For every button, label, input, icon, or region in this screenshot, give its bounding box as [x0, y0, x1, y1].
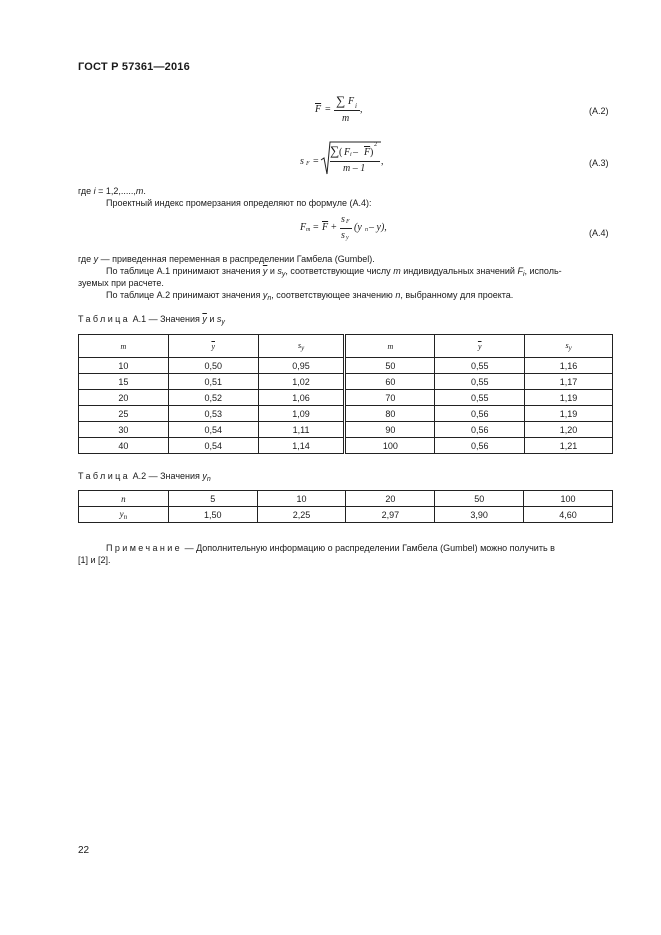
p2-ysub: n — [267, 295, 272, 302]
table1-caption-ssub: y — [221, 319, 225, 326]
p1-y: $\overline{y}$ — [262, 266, 268, 276]
table-a2-row-y — [79, 507, 613, 523]
formula-a3-lhs: s — [300, 156, 304, 167]
table-a1-cell: 30 — [79, 422, 169, 438]
table1-caption-rest: А.1 — Значения — [130, 314, 203, 324]
table-row — [79, 358, 613, 374]
table1-caption-word: Таблица — [78, 314, 131, 324]
note-line1 — [106, 542, 555, 554]
formula-a3-paren-right: ) — [370, 147, 374, 158]
p2-a: По таблице А.2 принимают значения — [106, 290, 263, 300]
table2-caption-rest: А.2 — Значения — [130, 471, 203, 481]
where-y-var: y — [93, 254, 99, 264]
table-a1-cell: 0,56 — [435, 406, 525, 422]
where-y-line — [78, 253, 375, 265]
table-a2-cell: 20 — [346, 491, 435, 507]
table1-caption-y: $\overline{y}$ — [202, 314, 207, 324]
table-a1-cell: 1,06 — [258, 390, 345, 406]
p1-F: F — [517, 266, 523, 276]
formula-a2-number: (А.2) — [589, 106, 609, 116]
table-a1-header-cell: sy — [525, 335, 613, 358]
formula-a4-num: s — [341, 214, 345, 225]
formula-a4-paren: (y — [354, 222, 362, 233]
paragraph-table2 — [106, 289, 513, 305]
table-a1-cell: 0,56 — [435, 438, 525, 454]
table-a1-cell: 20 — [79, 390, 169, 406]
formula-a4-paren-sub: n — [365, 227, 368, 233]
table-a1-cell: 1,21 — [525, 438, 613, 454]
formula-a4-num-sub: F — [346, 219, 350, 225]
formula-a2-fraction-bar — [334, 110, 360, 111]
formula-a4-fraction-bar — [340, 228, 352, 229]
table-a1-cell: 0,50 — [168, 358, 258, 374]
table-a1-cell: 0,51 — [168, 374, 258, 390]
formula-a2-num-var: F — [348, 96, 355, 107]
table-row — [79, 422, 613, 438]
table-a1-cell: 0,55 — [435, 374, 525, 390]
formula-a4-den: s — [341, 230, 345, 241]
p1-a: По таблице А.1 принимают значения — [106, 266, 263, 276]
table-a1-cell: 15 — [79, 374, 169, 390]
table-a1-cell: 40 — [79, 438, 169, 454]
table-a1-cell: 10 — [79, 358, 169, 374]
table-a1-cell: 1,20 — [525, 422, 613, 438]
table-a1-header-cell: $\overline{y}$ — [168, 335, 258, 358]
table-a1-cell: 100 — [345, 438, 435, 454]
formula-a3-tail: , — [381, 156, 384, 167]
table-a1-cell: 0,54 — [168, 438, 258, 454]
formula-a4-paren-rest: – y), — [369, 222, 387, 233]
table1-caption-and: и — [206, 314, 217, 324]
table-a1-cell: 0,55 — [435, 358, 525, 374]
p1-b: и — [267, 266, 278, 276]
table-a1-cell: 0,56 — [435, 422, 525, 438]
table-a1-header-row — [79, 335, 613, 358]
table-a2-row-n — [79, 491, 613, 507]
formula-a2-tail: , — [360, 104, 363, 115]
table-a1-cell: 90 — [345, 422, 435, 438]
p2-b: , соответствующее значению — [271, 290, 396, 300]
table-a1-cell: 50 — [345, 358, 435, 374]
table-a1-header-cell: $\overline{y}$ — [435, 335, 525, 358]
paragraph-table1-line1 — [106, 265, 562, 281]
formula-a3-minus: – — [353, 147, 358, 158]
table-a2-cell: 10 — [257, 491, 346, 507]
formula-a3-num-var1: F — [344, 147, 351, 158]
table2-caption — [78, 470, 211, 486]
table-a1-cell: 0,53 — [168, 406, 258, 422]
table-a1-header-cell: m — [345, 335, 435, 358]
design-index-line: Проектный индекс промерзания определяют по формуле (А.4): — [106, 198, 372, 208]
table-a2-cell: 2,25 — [257, 507, 346, 523]
p1-d: индивидуальных значений — [400, 266, 518, 276]
p2-c: , выбранному для проекта. — [400, 290, 514, 300]
table-a1-cell: 1,11 — [258, 422, 345, 438]
formula-a2-num-sub: i — [355, 102, 357, 110]
table-a1-cell: 0,55 — [435, 390, 525, 406]
table-a1 — [78, 334, 613, 454]
formula-a4-plus: + — [331, 222, 337, 233]
table-a1-header-cell: m — [79, 335, 169, 358]
p1-Fsub: i — [522, 271, 525, 278]
table-a1-cell: 1,19 — [525, 406, 613, 422]
table1-caption-s: s — [216, 314, 222, 324]
note-line2: [1] и [2]. — [78, 555, 111, 565]
table2-caption-ysub: n — [206, 476, 211, 483]
p1-e: , исполь- — [524, 266, 562, 276]
table-a1-header-cell: sy — [258, 335, 345, 358]
table-a1-cell: 1,17 — [525, 374, 613, 390]
formula-a4-lhs: F — [300, 222, 307, 233]
where-i-line — [78, 185, 146, 197]
table-row — [79, 406, 613, 422]
table-a1-cell: 60 — [345, 374, 435, 390]
table1-caption — [78, 313, 225, 329]
table-a1-cell: 25 — [79, 406, 169, 422]
page-number: 22 — [78, 845, 90, 856]
p2-n: n — [395, 290, 401, 300]
table-a2-label-y: $y_n$ — [79, 507, 169, 523]
table-a2-cell: 100 — [524, 491, 613, 507]
table-a1-cell: 0,95 — [258, 358, 345, 374]
formula-a2-lhs: $\overline{F}$ — [315, 104, 322, 115]
table2-caption-word: Таблица — [78, 471, 131, 481]
p1-c: , соответствующие числу — [285, 266, 394, 276]
p1-s: s — [277, 266, 282, 276]
note-label: Примечание — [106, 543, 183, 553]
formula-a4-eq: = — [313, 222, 319, 233]
where-i-rest: = 1,2,....., — [95, 186, 136, 196]
table-a1-cell: 1,02 — [258, 374, 345, 390]
table-a2-cell: 5 — [168, 491, 257, 507]
formula-a2-eq: = — [325, 104, 331, 115]
table-a1-cell: 1,16 — [525, 358, 613, 374]
table-a1-cell: 0,54 — [168, 422, 258, 438]
table-a2-label-n: n — [79, 491, 169, 507]
formula-a2-den: m — [342, 113, 350, 124]
table-a2-cell: 3,90 — [435, 507, 524, 523]
table-a2-cell: 4,60 — [524, 507, 613, 523]
formula-a3-num-sub: i — [350, 152, 352, 158]
table-a1-cell: 1,19 — [525, 390, 613, 406]
table-a2-cell: 2,97 — [346, 507, 435, 523]
note-text-line1: — Дополнительную информацию о распределении Гамбела (Gumbel) можно получить в — [182, 543, 555, 553]
formula-a3-number: (А.3) — [589, 158, 609, 168]
table-row — [79, 438, 613, 454]
formula-a3-exp: 2 — [374, 142, 377, 148]
p1-ssub: y — [281, 271, 286, 278]
formula-a4-den-sub: y — [346, 235, 349, 241]
formula-a3-eq: = — [313, 156, 319, 167]
formula-a3-lhs-sub: F — [306, 161, 310, 167]
p1-m: m — [393, 266, 401, 276]
table-row — [79, 374, 613, 390]
formula-a4-number: (А.4) — [589, 228, 609, 238]
table-a1-cell: 1,09 — [258, 406, 345, 422]
formula-a2-sum: ∑ — [336, 93, 346, 108]
table-a1-cell: 1,14 — [258, 438, 345, 454]
formula-a3-den: m – 1 — [343, 163, 366, 174]
where-i-m: m — [135, 186, 144, 196]
where-i-var: i — [93, 186, 96, 196]
where-i-end: . — [143, 186, 146, 196]
where-i-pre: где — [78, 186, 94, 196]
table-row — [79, 390, 613, 406]
where-y-rest: — приведенная переменная в распределении Гамбела (Gumbel). — [98, 254, 375, 264]
document-header: ГОСТ Р 57361—2016 — [78, 61, 190, 73]
table2-caption-y: y — [202, 471, 207, 481]
table-a2-cell: 1,50 — [168, 507, 257, 523]
p2-y: y — [262, 290, 268, 300]
formula-a3-fraction-bar — [330, 161, 380, 162]
formula-a3-num-var2: $\overline{F}$ — [364, 147, 371, 158]
table-a2-cell: 50 — [435, 491, 524, 507]
formula-a4-lhs2: $\overline{F}$ — [322, 222, 329, 233]
table-a1-cell: 0,52 — [168, 390, 258, 406]
formula-a3-sum: ∑ — [330, 143, 340, 158]
table-a1-cell: 70 — [345, 390, 435, 406]
where-y-pre: где — [78, 254, 94, 264]
table-a2 — [78, 490, 613, 523]
paragraph-table1-line2: зуемых при расчете. — [78, 278, 164, 288]
formula-a3-paren-left: ( — [339, 147, 343, 158]
formula-a4-lhs-sub: m — [306, 227, 311, 233]
table-a1-cell: 80 — [345, 406, 435, 422]
